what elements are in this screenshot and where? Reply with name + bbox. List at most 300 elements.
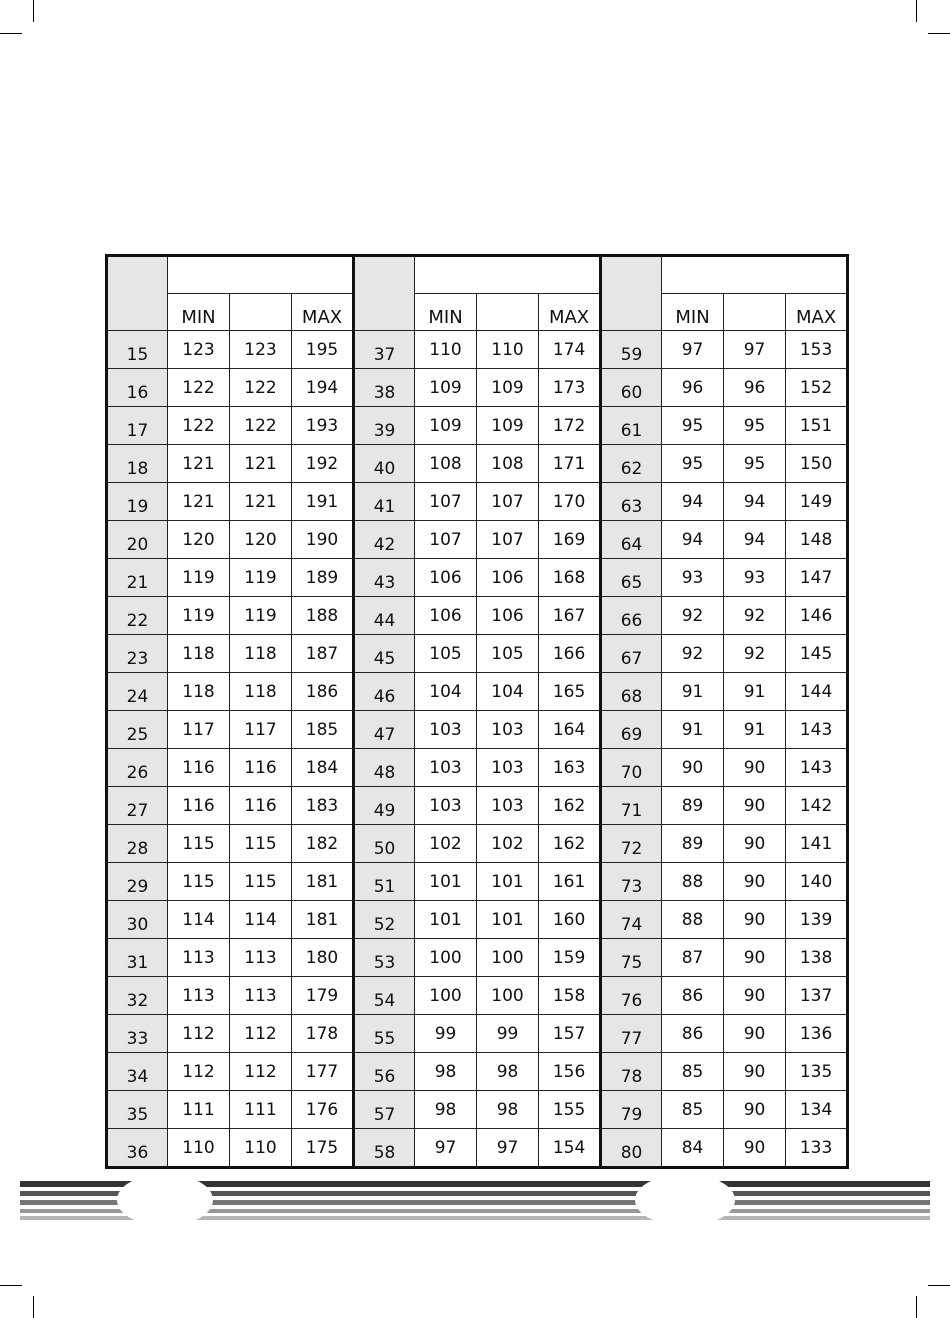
table-row [107, 521, 848, 559]
age-cell: 15 [107, 331, 168, 369]
max-cell: 162 [539, 787, 601, 825]
table-row [107, 445, 848, 483]
mid-cell: 90 [724, 901, 786, 939]
mid-cell: 99 [477, 1015, 539, 1053]
mid-cell: 91 [724, 673, 786, 711]
max-cell: 168 [539, 559, 601, 597]
mid-cell: 122 [230, 369, 292, 407]
crop-mark [916, 0, 917, 22]
mid-cell: 117 [230, 711, 292, 749]
min-cell: 95 [662, 407, 724, 445]
min-cell: 123 [168, 331, 230, 369]
mid-cell: 103 [477, 787, 539, 825]
heart-rate-table [105, 254, 849, 1169]
max-cell: 174 [539, 331, 601, 369]
max-cell: 149 [786, 483, 848, 521]
max-cell: 181 [292, 863, 354, 901]
min-cell: 97 [415, 1129, 477, 1168]
mid-cell: 91 [724, 711, 786, 749]
age-cell: 45 [354, 635, 415, 673]
table-row [107, 711, 848, 749]
mid-cell: 96 [724, 369, 786, 407]
age-cell: 23 [107, 635, 168, 673]
age-cell: 69 [601, 711, 662, 749]
max-cell: 154 [539, 1129, 601, 1168]
min-cell: 100 [415, 939, 477, 977]
max-cell: 189 [292, 559, 354, 597]
mid-cell: 116 [230, 749, 292, 787]
age-cell: 52 [354, 901, 415, 939]
min-cell: 102 [415, 825, 477, 863]
mid-cell: 93 [724, 559, 786, 597]
max-cell: 186 [292, 673, 354, 711]
age-cell: 62 [601, 445, 662, 483]
age-cell: 67 [601, 635, 662, 673]
min-cell: 94 [662, 521, 724, 559]
age-cell: 48 [354, 749, 415, 787]
age-cell: 54 [354, 977, 415, 1015]
min-cell: 119 [168, 597, 230, 635]
table-row [107, 369, 848, 407]
min-cell: 92 [662, 635, 724, 673]
min-cell: 103 [415, 787, 477, 825]
max-cell: 177 [292, 1053, 354, 1091]
mid-cell: 90 [724, 1053, 786, 1091]
age-cell: 76 [601, 977, 662, 1015]
max-cell: 155 [539, 1091, 601, 1129]
max-cell: 163 [539, 749, 601, 787]
mid-cell: 90 [724, 863, 786, 901]
table-body [107, 331, 848, 1168]
age-header [354, 256, 415, 331]
max-cell: 182 [292, 825, 354, 863]
age-cell: 66 [601, 597, 662, 635]
mid-cell: 94 [724, 521, 786, 559]
table-row [107, 901, 848, 939]
max-cell: 134 [786, 1091, 848, 1129]
group-header [168, 256, 354, 294]
min-cell: 117 [168, 711, 230, 749]
min-cell: 93 [662, 559, 724, 597]
mid-cell: 111 [230, 1091, 292, 1129]
mid-cell: 109 [477, 407, 539, 445]
age-cell: 51 [354, 863, 415, 901]
min-cell: 98 [415, 1091, 477, 1129]
age-cell: 30 [107, 901, 168, 939]
min-cell: 115 [168, 825, 230, 863]
min-cell: 116 [168, 749, 230, 787]
min-cell: 107 [415, 521, 477, 559]
mid-cell: 94 [724, 483, 786, 521]
crop-mark [928, 1285, 950, 1286]
age-cell: 43 [354, 559, 415, 597]
age-cell: 16 [107, 369, 168, 407]
table-row [107, 787, 848, 825]
max-cell: 139 [786, 901, 848, 939]
age-cell: 50 [354, 825, 415, 863]
min-cell: 121 [168, 445, 230, 483]
mid-cell: 112 [230, 1053, 292, 1091]
mid-cell: 110 [477, 331, 539, 369]
max-cell: 144 [786, 673, 848, 711]
mid-cell: 90 [724, 977, 786, 1015]
max-cell: 147 [786, 559, 848, 597]
min-cell: 84 [662, 1129, 724, 1168]
min-cell: 109 [415, 369, 477, 407]
age-cell: 73 [601, 863, 662, 901]
min-cell: 109 [415, 407, 477, 445]
min-cell: 86 [662, 1015, 724, 1053]
mid-cell: 122 [230, 407, 292, 445]
age-cell: 38 [354, 369, 415, 407]
mid-cell: 90 [724, 939, 786, 977]
mid-cell: 95 [724, 407, 786, 445]
min-header: MIN [662, 294, 724, 331]
max-cell: 188 [292, 597, 354, 635]
age-cell: 21 [107, 559, 168, 597]
age-cell: 29 [107, 863, 168, 901]
min-cell: 105 [415, 635, 477, 673]
max-cell: 153 [786, 331, 848, 369]
age-cell: 17 [107, 407, 168, 445]
max-header: MAX [786, 294, 848, 331]
max-cell: 194 [292, 369, 354, 407]
min-cell: 86 [662, 977, 724, 1015]
age-cell: 61 [601, 407, 662, 445]
mid-cell: 106 [477, 597, 539, 635]
max-cell: 137 [786, 977, 848, 1015]
age-cell: 34 [107, 1053, 168, 1091]
min-cell: 112 [168, 1015, 230, 1053]
max-cell: 145 [786, 635, 848, 673]
max-cell: 172 [539, 407, 601, 445]
min-cell: 85 [662, 1091, 724, 1129]
min-cell: 113 [168, 939, 230, 977]
age-cell: 58 [354, 1129, 415, 1168]
table-row [107, 597, 848, 635]
mid-cell: 100 [477, 939, 539, 977]
mid-cell: 106 [477, 559, 539, 597]
table-row [107, 977, 848, 1015]
max-cell: 146 [786, 597, 848, 635]
mid-header [477, 294, 539, 331]
min-cell: 118 [168, 635, 230, 673]
min-cell: 115 [168, 863, 230, 901]
max-cell: 140 [786, 863, 848, 901]
max-cell: 191 [292, 483, 354, 521]
max-cell: 148 [786, 521, 848, 559]
max-cell: 176 [292, 1091, 354, 1129]
min-cell: 110 [168, 1129, 230, 1168]
min-cell: 96 [662, 369, 724, 407]
min-cell: 120 [168, 521, 230, 559]
age-header [601, 256, 662, 331]
min-cell: 92 [662, 597, 724, 635]
mid-cell: 114 [230, 901, 292, 939]
mid-cell: 121 [230, 445, 292, 483]
max-cell: 171 [539, 445, 601, 483]
max-cell: 159 [539, 939, 601, 977]
mid-cell: 90 [724, 1091, 786, 1129]
max-cell: 167 [539, 597, 601, 635]
min-cell: 118 [168, 673, 230, 711]
age-cell: 24 [107, 673, 168, 711]
min-cell: 91 [662, 711, 724, 749]
mid-cell: 108 [477, 445, 539, 483]
age-cell: 63 [601, 483, 662, 521]
header-row-2 [107, 294, 848, 331]
age-cell: 32 [107, 977, 168, 1015]
max-cell: 173 [539, 369, 601, 407]
mid-cell: 116 [230, 787, 292, 825]
age-cell: 26 [107, 749, 168, 787]
age-cell: 46 [354, 673, 415, 711]
age-cell: 59 [601, 331, 662, 369]
min-cell: 103 [415, 749, 477, 787]
min-cell: 108 [415, 445, 477, 483]
max-cell: 169 [539, 521, 601, 559]
max-cell: 178 [292, 1015, 354, 1053]
mid-cell: 107 [477, 521, 539, 559]
min-cell: 116 [168, 787, 230, 825]
min-cell: 122 [168, 369, 230, 407]
table-row [107, 673, 848, 711]
age-cell: 19 [107, 483, 168, 521]
striped-banner [20, 1175, 930, 1225]
min-cell: 113 [168, 977, 230, 1015]
age-cell: 55 [354, 1015, 415, 1053]
mid-cell: 97 [724, 331, 786, 369]
table-row [107, 1129, 848, 1168]
max-cell: 136 [786, 1015, 848, 1053]
age-cell: 74 [601, 901, 662, 939]
age-cell: 27 [107, 787, 168, 825]
min-cell: 107 [415, 483, 477, 521]
min-cell: 100 [415, 977, 477, 1015]
mid-cell: 121 [230, 483, 292, 521]
max-cell: 156 [539, 1053, 601, 1091]
max-cell: 143 [786, 749, 848, 787]
age-cell: 72 [601, 825, 662, 863]
max-cell: 179 [292, 977, 354, 1015]
min-cell: 99 [415, 1015, 477, 1053]
age-cell: 25 [107, 711, 168, 749]
mid-cell: 98 [477, 1053, 539, 1091]
min-cell: 89 [662, 825, 724, 863]
mid-cell: 100 [477, 977, 539, 1015]
age-cell: 53 [354, 939, 415, 977]
max-cell: 184 [292, 749, 354, 787]
mid-cell: 113 [230, 977, 292, 1015]
min-cell: 111 [168, 1091, 230, 1129]
min-cell: 90 [662, 749, 724, 787]
max-cell: 150 [786, 445, 848, 483]
min-cell: 97 [662, 331, 724, 369]
min-cell: 94 [662, 483, 724, 521]
crop-mark [928, 33, 950, 34]
max-cell: 138 [786, 939, 848, 977]
mid-cell: 115 [230, 863, 292, 901]
min-cell: 101 [415, 863, 477, 901]
min-cell: 87 [662, 939, 724, 977]
crop-mark [916, 1296, 917, 1318]
age-cell: 18 [107, 445, 168, 483]
mid-cell: 90 [724, 749, 786, 787]
mid-cell: 90 [724, 825, 786, 863]
min-cell: 122 [168, 407, 230, 445]
mid-cell: 110 [230, 1129, 292, 1168]
max-cell: 151 [786, 407, 848, 445]
age-cell: 37 [354, 331, 415, 369]
min-cell: 104 [415, 673, 477, 711]
table-row [107, 559, 848, 597]
age-cell: 31 [107, 939, 168, 977]
max-cell: 192 [292, 445, 354, 483]
min-cell: 110 [415, 331, 477, 369]
age-cell: 22 [107, 597, 168, 635]
mid-cell: 120 [230, 521, 292, 559]
mid-header [230, 294, 292, 331]
mid-cell: 92 [724, 597, 786, 635]
mid-cell: 102 [477, 825, 539, 863]
mid-cell: 118 [230, 673, 292, 711]
mid-cell: 97 [477, 1129, 539, 1168]
age-cell: 49 [354, 787, 415, 825]
min-cell: 114 [168, 901, 230, 939]
age-cell: 44 [354, 597, 415, 635]
max-cell: 175 [292, 1129, 354, 1168]
age-cell: 57 [354, 1091, 415, 1129]
min-cell: 85 [662, 1053, 724, 1091]
mid-cell: 101 [477, 901, 539, 939]
mid-cell: 105 [477, 635, 539, 673]
age-cell: 28 [107, 825, 168, 863]
table-row [107, 1091, 848, 1129]
max-cell: 193 [292, 407, 354, 445]
mid-cell: 103 [477, 749, 539, 787]
max-cell: 180 [292, 939, 354, 977]
crop-mark [33, 0, 34, 22]
mid-cell: 95 [724, 445, 786, 483]
mid-cell: 123 [230, 331, 292, 369]
max-cell: 181 [292, 901, 354, 939]
mid-header [724, 294, 786, 331]
max-cell: 165 [539, 673, 601, 711]
age-cell: 79 [601, 1091, 662, 1129]
mid-cell: 90 [724, 1129, 786, 1168]
mid-cell: 104 [477, 673, 539, 711]
max-cell: 164 [539, 711, 601, 749]
mid-cell: 101 [477, 863, 539, 901]
age-cell: 80 [601, 1129, 662, 1168]
age-cell: 42 [354, 521, 415, 559]
min-cell: 112 [168, 1053, 230, 1091]
mid-cell: 118 [230, 635, 292, 673]
mid-cell: 107 [477, 483, 539, 521]
age-cell: 70 [601, 749, 662, 787]
age-cell: 77 [601, 1015, 662, 1053]
age-cell: 20 [107, 521, 168, 559]
age-cell: 75 [601, 939, 662, 977]
mid-cell: 119 [230, 597, 292, 635]
min-cell: 89 [662, 787, 724, 825]
age-cell: 60 [601, 369, 662, 407]
max-cell: 183 [292, 787, 354, 825]
max-cell: 161 [539, 863, 601, 901]
min-cell: 98 [415, 1053, 477, 1091]
age-cell: 47 [354, 711, 415, 749]
age-cell: 56 [354, 1053, 415, 1091]
max-cell: 185 [292, 711, 354, 749]
min-header: MIN [168, 294, 230, 331]
group-header [415, 256, 601, 294]
table-row [107, 863, 848, 901]
age-cell: 35 [107, 1091, 168, 1129]
min-cell: 88 [662, 901, 724, 939]
table-row [107, 635, 848, 673]
max-header: MAX [539, 294, 601, 331]
table-row [107, 749, 848, 787]
table-row [107, 407, 848, 445]
age-cell: 33 [107, 1015, 168, 1053]
min-header: MIN [415, 294, 477, 331]
mid-cell: 98 [477, 1091, 539, 1129]
age-cell: 40 [354, 445, 415, 483]
max-cell: 135 [786, 1053, 848, 1091]
age-cell: 68 [601, 673, 662, 711]
max-cell: 162 [539, 825, 601, 863]
age-header [107, 256, 168, 331]
max-cell: 143 [786, 711, 848, 749]
max-cell: 157 [539, 1015, 601, 1053]
max-cell: 190 [292, 521, 354, 559]
max-cell: 158 [539, 977, 601, 1015]
mid-cell: 109 [477, 369, 539, 407]
mid-cell: 113 [230, 939, 292, 977]
min-cell: 106 [415, 559, 477, 597]
age-cell: 71 [601, 787, 662, 825]
max-cell: 195 [292, 331, 354, 369]
table-row [107, 331, 848, 369]
max-cell: 166 [539, 635, 601, 673]
max-header: MAX [292, 294, 354, 331]
mid-cell: 103 [477, 711, 539, 749]
mid-cell: 112 [230, 1015, 292, 1053]
table-row [107, 483, 848, 521]
crop-mark [0, 33, 22, 34]
mid-cell: 90 [724, 1015, 786, 1053]
age-cell: 41 [354, 483, 415, 521]
max-cell: 160 [539, 901, 601, 939]
min-cell: 106 [415, 597, 477, 635]
mid-cell: 119 [230, 559, 292, 597]
mid-cell: 115 [230, 825, 292, 863]
age-cell: 78 [601, 1053, 662, 1091]
table-row [107, 1053, 848, 1091]
min-cell: 121 [168, 483, 230, 521]
max-cell: 141 [786, 825, 848, 863]
min-cell: 88 [662, 863, 724, 901]
age-cell: 39 [354, 407, 415, 445]
min-cell: 95 [662, 445, 724, 483]
max-cell: 170 [539, 483, 601, 521]
mid-cell: 90 [724, 787, 786, 825]
table-row [107, 1015, 848, 1053]
max-cell: 187 [292, 635, 354, 673]
crop-mark [33, 1296, 34, 1318]
age-cell: 64 [601, 521, 662, 559]
age-cell: 36 [107, 1129, 168, 1168]
